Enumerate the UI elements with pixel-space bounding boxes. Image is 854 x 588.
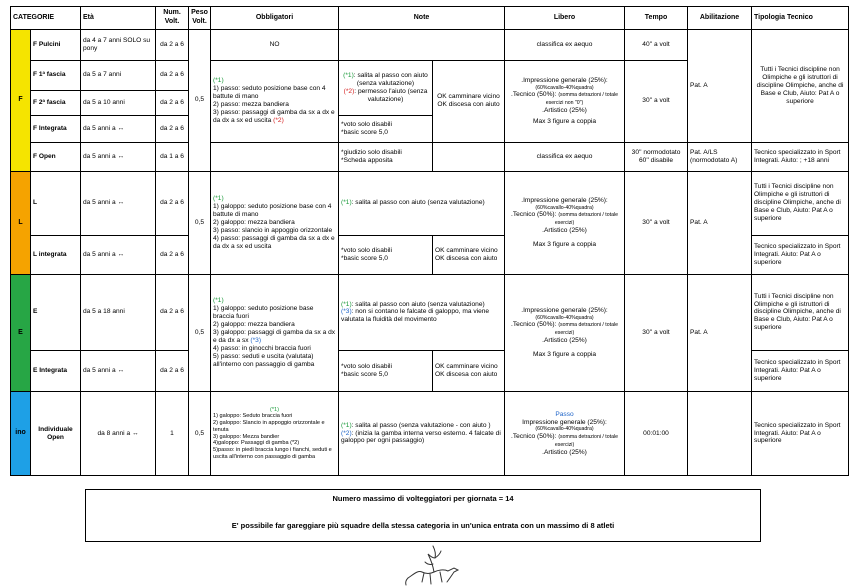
footer-line-1: Numero massimo di volteggiatori per giornata = 14 — [332, 494, 514, 503]
obbl-ind-2: 2) galoppo: Slancio in appoggio orizzontale e tenuta — [213, 420, 325, 433]
lib-l-art: .Artistico (25%) — [542, 226, 587, 234]
note-f-giudizio-text: *giudizio solo disabili — [341, 148, 402, 156]
peso-l: 0,5 — [189, 171, 211, 275]
note-ind-1: : salita al passo (senza valutazione - con aiuto ) — [351, 421, 491, 429]
obbl-f-list — [211, 60, 339, 142]
abil-ind — [688, 392, 752, 476]
obbl-l-star: (*1) — [213, 195, 224, 203]
header-libero: Libero — [505, 7, 625, 30]
lib-ind-tec-sm: (somma detrazioni / totale esercizi) — [554, 433, 618, 448]
lib-e-imp-sm: (60%cavallo-40%quadra) — [535, 315, 594, 322]
obbl-f-open — [211, 142, 339, 171]
horse-logo-icon — [400, 544, 470, 588]
lib-e-imp: .Impressione generale (25%): — [521, 307, 608, 315]
cat-l: L — [31, 171, 81, 235]
note-f-open-empty — [433, 142, 505, 171]
header-obbligatori: Obbligatori — [211, 7, 339, 30]
note-l-1: : salita al passo con aiuto (senza valutazione) — [351, 199, 485, 207]
note-f-pulcini — [339, 29, 505, 60]
lib-ind-imp: Impressione generale (25%): — [522, 418, 607, 426]
obbl-e-list — [211, 275, 339, 392]
note-l-star1: (*1) — [341, 199, 352, 207]
note-f-camm: OK camminare vicino — [437, 93, 500, 101]
tip-e-main: Tutti i Tecnici discipline non Olimpiche e gli istruttori di discipline Olimpiche, anche di Base e Club, Aiuto: Pat A o superiore — [752, 275, 849, 351]
note-l-camm: OK camminare vicino — [435, 247, 498, 254]
note-l-basic: *basic score 5,0 — [341, 254, 388, 262]
note-e-basic: *basic score 5,0 — [341, 370, 388, 378]
obbl-f-3: 3) passo: passaggi di gamba da sx a dx e da dx a sx ed uscita — [213, 109, 335, 124]
tip-e-int: Tecnico specializzato in Sport Integrati. Aiuto: Pat A o superiore — [752, 350, 849, 391]
eta-ind: da 8 anni a ↔ — [81, 392, 156, 476]
num-f-pulcini: da 2 a 6 — [156, 29, 189, 60]
obbl-ind-3: 3) galoppo: Mezza bandier — [213, 433, 280, 440]
lib-f-max: Max 3 figure a coppia — [532, 117, 597, 125]
lib-f-tec-sm: (somma detrazioni / totale esercizi non "0") — [545, 91, 618, 106]
tip-ind: Tecnico specializzato in Sport Integrati. Aiuto: Pat A o superiore — [752, 392, 849, 476]
tip-l-main: Tutti i Tecnici discipline non Olimpiche e gli istruttori di discipline Olimpiche, anche di Base e Club, Aiuto: Pat A o superiore — [752, 171, 849, 235]
tempo-ind: 00:01:00 — [625, 392, 688, 476]
lib-e-tec: .Tecnico (50%): — [511, 321, 557, 329]
eta-f-pulcini: da 4 a 7 anni SOLO su pony — [81, 29, 156, 60]
note-e-aiuto — [339, 275, 505, 351]
obbl-e-3-star: (*3) — [250, 337, 262, 345]
num-e: da 2 a 6 — [156, 275, 189, 351]
peso-f: 0,5 — [189, 29, 211, 171]
tip-l-int: Tecnico specializzato in Sport Integrati. Aiuto: Pat A o superiore — [752, 235, 849, 274]
note-e-camm: OK camminare vicino — [435, 362, 498, 370]
num-l: da 2 a 6 — [156, 171, 189, 235]
header-categorie: CATEGORIE — [11, 7, 81, 30]
note-e-1: : salita al passo con aiuto (senza valutazione) — [351, 300, 485, 308]
note-l-aiuto — [339, 171, 505, 235]
eta-e-integrata: da 5 anni a ↔ — [81, 350, 156, 391]
header-row — [11, 7, 849, 30]
lib-e-max: Max 3 figure a coppia — [532, 351, 597, 359]
note-ind-2: : (inizia la gamba interna verso esterno. 4 falcate di galoppo per ogni passaggio) — [341, 429, 501, 445]
note-l-discesa: OK discesa con aiuto — [435, 254, 498, 262]
note-ind-star1: (*1) — [341, 421, 352, 429]
eta-f-integrata: da 5 anni a ↔ — [81, 115, 156, 142]
obbl-l-4: 4) passo: passaggi di gamba da sx a dx e da dx a sx ed uscita — [213, 234, 335, 250]
tempo-f-open: 30'' normodotato 60'' disabile — [625, 142, 688, 171]
note-l-voto-text: *voto solo disabili — [341, 247, 392, 254]
eta-l-integrata: da 5 anni a ↔ — [81, 235, 156, 274]
lib-f-open: classifica ex aequo — [505, 142, 625, 171]
header-abilitazione: Abilitazione — [688, 7, 752, 30]
note-f-discesa: OK discesa con aiuto — [437, 101, 500, 109]
lib-ind — [505, 392, 625, 476]
table-row — [11, 392, 849, 476]
eta-e: da 5 a 18 anni — [81, 275, 156, 351]
num-e-integrata: da 2 a 6 — [156, 350, 189, 391]
note-ind — [339, 392, 505, 476]
obbl-ind-5: 5)passo: in piedi braccia lungo i fianchi, seduti e uscita all'interno con passaggio di gamba — [213, 446, 332, 460]
abil-l: Pat. A — [688, 171, 752, 275]
table-row — [11, 171, 849, 235]
obbl-l-3: 3) passo: slancio in appoggio orizzontale — [213, 226, 333, 234]
lib-f-imp-sm: (60%cavallo-40%quadra) — [535, 84, 594, 91]
note-l-ok — [433, 235, 505, 274]
lib-ind-tec: .Tecnico (50%): — [511, 432, 557, 440]
table-row — [11, 29, 849, 60]
note-e-discesa: OK discesa con aiuto — [435, 370, 498, 378]
obbl-ind-4: 4)galoppo: Passaggi di gamba (*2) — [213, 440, 300, 447]
obbl-f-2: 2) passo: mezza bandiera — [213, 101, 289, 109]
tempo-f-pulcini: 40'' a volt — [625, 29, 688, 60]
note-f-basic: *basic score 5,0 — [341, 128, 388, 136]
obbl-e-star: (*1) — [213, 297, 224, 305]
lib-l-imp: .Impressione generale (25%): — [521, 196, 608, 204]
obbl-ind-star: (*1) — [270, 406, 280, 413]
abil-f-main: Pat. A — [688, 29, 752, 142]
group-e-bar: E — [11, 275, 31, 392]
lib-e — [505, 275, 625, 392]
note-ind-star2: (*2) — [341, 429, 352, 437]
obbl-e-2: 2) galoppo: mezza bandiera — [213, 321, 295, 329]
lib-f-imp: .Impressione generale (25%): — [521, 76, 608, 84]
obbl-e-5: 5) passo: seduti e uscita (valutata) all'interno con passaggio di gamba — [213, 352, 315, 368]
tempo-f-main: 30'' a volt — [625, 60, 688, 142]
eta-f-2-fascia: da 5 a 10 anni — [81, 90, 156, 115]
cat-ind: Individuale Open — [31, 392, 81, 476]
obbl-e-4: 4) passo: in ginocchi braccia fuori — [213, 344, 311, 352]
obbl-ind-list — [211, 392, 339, 476]
note-f-voto — [339, 115, 433, 142]
eta-f-1-fascia: da 5 a 7 anni — [81, 60, 156, 90]
header-peso-volt: Peso Volt. — [189, 7, 211, 30]
num-l-integrata: da 2 a 6 — [156, 235, 189, 274]
note-f-voto-text: *voto solo disabili — [341, 120, 392, 128]
lib-l-imp-sm: (60%cavallo-40%quadra) — [535, 204, 594, 211]
cat-f-open: F Open — [31, 142, 81, 171]
header-tempo: Tempo — [625, 7, 688, 30]
tip-f-main: Tutti i Tecnici discipline non Olimpiche e gli istruttori di discipline Olimpiche, anche di Base e Club, Aiuto: Pat A o superiore — [752, 29, 849, 142]
lib-l — [505, 171, 625, 275]
peso-e: 0,5 — [189, 275, 211, 392]
note-f-giudizio — [339, 142, 433, 171]
note-e-voto — [339, 350, 433, 391]
note-e-voto-text: *voto solo disabili — [341, 362, 392, 370]
header-eta: Età — [81, 7, 156, 30]
num-f-integrata: da 2 a 6 — [156, 115, 189, 142]
note-l-voto — [339, 235, 433, 274]
eta-l: da 5 anni a ↔ — [81, 171, 156, 235]
header-tipologia: Tipologia Tecnico — [752, 7, 849, 30]
lib-l-max: Max 3 figure a coppia — [532, 240, 597, 248]
note-f-ok — [433, 60, 505, 142]
obbl-f-star: (*1) — [213, 77, 224, 85]
note-e-star3: (*3) — [341, 308, 352, 316]
num-ind: 1 — [156, 392, 189, 476]
note-e-ok — [433, 350, 505, 391]
note-e-star1: (*1) — [341, 300, 352, 308]
obbl-f-pulcini: NO — [211, 29, 339, 60]
header-note: Note — [339, 7, 505, 30]
cat-f-integrata: F Integrata — [31, 115, 81, 142]
lib-l-tec-sm: (somma detrazioni / totale esercizi) — [554, 212, 618, 226]
cat-f-2-fascia: F 2ª fascia — [31, 90, 81, 115]
note-f-1: : salita al passo con aiuto (senza valutazione) — [353, 71, 428, 87]
group-ind-bar: ino — [11, 392, 31, 476]
table-row — [11, 275, 849, 351]
obbl-l-1: 1) galoppo: seduto posizione base con 4 battute di mano — [213, 203, 332, 218]
note-f-aiuto — [339, 60, 433, 115]
obbl-l-2: 2) galoppo: mezza bandiera — [213, 218, 295, 226]
lib-e-tec-sm: (somma detrazioni / totale esercizi) — [554, 322, 618, 337]
obbl-f-1: 1) passo: seduto posizione base con 4 battute di mano — [213, 85, 326, 101]
cat-l-integrata: L integrata — [31, 235, 81, 274]
tip-f-open: Tecnico specializzato in Sport Integrati. Aiuto: ; +18 anni — [752, 142, 849, 171]
lib-e-art: .Artistico (25%) — [542, 337, 587, 345]
obbl-l-list — [211, 171, 339, 275]
lib-ind-art: .Artistico (25%) — [542, 448, 587, 456]
peso-ind: 0,5 — [189, 392, 211, 476]
abil-e: Pat. A — [688, 275, 752, 392]
lib-f-art: .Artistico (25%) — [542, 106, 587, 114]
lib-l-tec: .Tecnico (50%): — [511, 211, 557, 219]
header-num-volt: Num. Volt. — [156, 7, 189, 30]
eta-f-open: da 5 anni a ↔ — [81, 142, 156, 171]
group-l-bar: L — [11, 171, 31, 275]
footer-box — [85, 489, 761, 542]
cat-e: E — [31, 275, 81, 351]
footer-line-2: E' possibile far gareggiare più squadre della stessa categoria in un'unica entrata con un massimo di 8 atleti — [231, 521, 615, 530]
note-e-3: : non si contano le falcate di galoppo, ma viene valutata la fluidità del movimento — [341, 308, 490, 324]
obbl-ind-1: 1) galoppo: Seduto braccia fuori — [213, 413, 293, 420]
lib-f-tec: .Tecnico (50%): — [511, 90, 557, 98]
tempo-l: 30'' a volt — [625, 171, 688, 275]
cat-f-1-fascia: F 1ª fascia — [31, 60, 81, 90]
tempo-e: 30'' a volt — [625, 275, 688, 392]
num-f-2-fascia: da 2 a 6 — [156, 90, 189, 115]
categories-table — [10, 6, 849, 476]
lib-f-pulcini: classifica ex aequo — [505, 29, 625, 60]
cat-e-integrata: E Integrata — [31, 350, 81, 391]
lib-ind-passo: Passo — [555, 410, 574, 418]
note-f-star1: (*1) — [343, 71, 354, 79]
abil-f-open: Pat. A/LS (normodotato A) — [688, 142, 752, 171]
lib-f-main — [505, 60, 625, 142]
group-f-bar: F — [11, 29, 31, 171]
note-f-2: : permesso l'aiuto (senza valutazione) — [354, 87, 428, 103]
lib-ind-imp-sm: (60%cavallo-40%quadra) — [535, 426, 594, 433]
note-f-star2: (*2) — [343, 87, 355, 95]
num-f-1-fascia: da 2 a 6 — [156, 60, 189, 90]
obbl-f-3-star: (*2) — [273, 117, 284, 124]
obbl-e-1: 1) galoppo: seduto posizione base braccia fuori — [213, 305, 314, 321]
cat-f-pulcini: F Pulcini — [31, 29, 81, 60]
note-f-scheda: *Scheda apposita — [341, 156, 393, 164]
obbl-e-3: 3) galoppo: passaggi di gamba da sx a dx e da dx a sx — [213, 329, 336, 345]
num-f-open: da 1 a 6 — [156, 142, 189, 171]
table-row — [11, 142, 849, 171]
